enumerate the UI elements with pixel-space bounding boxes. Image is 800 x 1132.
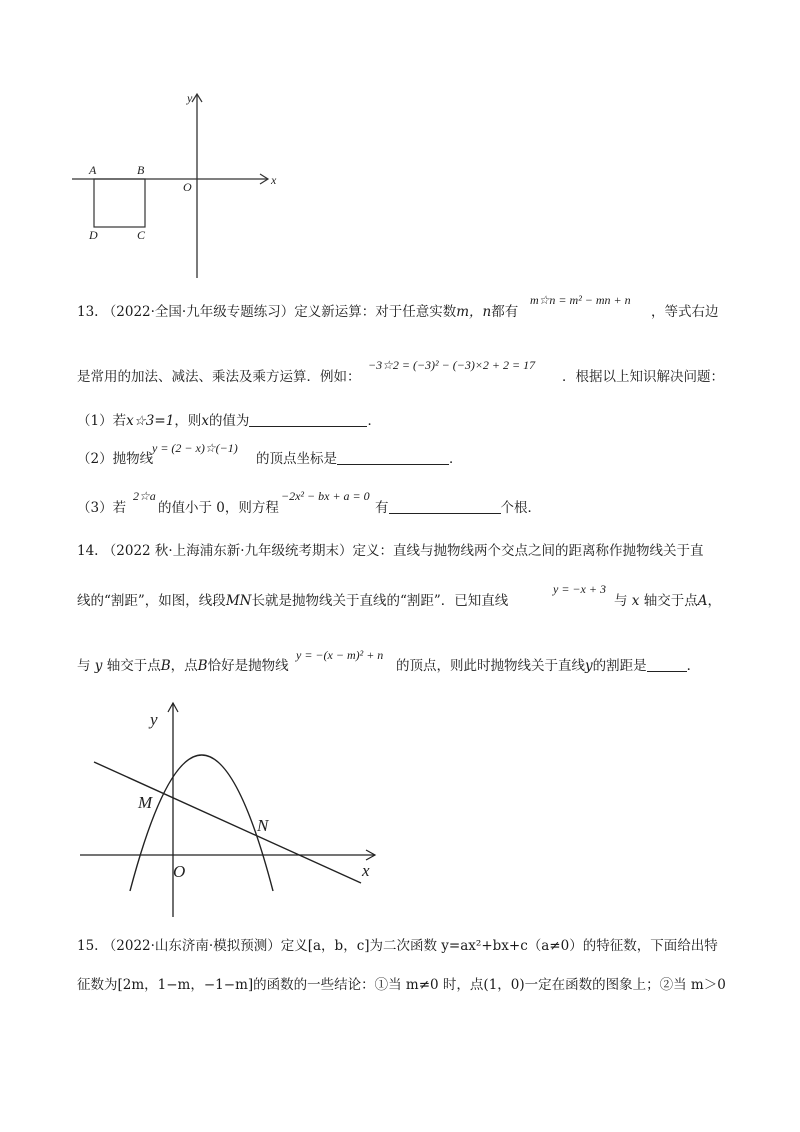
q14-line1 bbox=[77, 542, 704, 560]
q13-formula1: m☆n = m² − mn + n bbox=[530, 293, 631, 307]
q13-p2-start: （2）抛物线 bbox=[77, 451, 154, 467]
q14-answer-blank[interactable] bbox=[647, 658, 687, 672]
q14-source: （2022 秋·上海浦东新·九年级统考期末） bbox=[102, 543, 353, 559]
label-b: B bbox=[137, 163, 145, 177]
label-a: A bbox=[89, 163, 97, 177]
q15-line1 bbox=[77, 937, 718, 955]
q14-line2-start: 线的“割距”，如图，线段 bbox=[77, 593, 226, 609]
q15-source: （2022·山东济南·模拟预测） bbox=[102, 938, 281, 954]
q14-line3-mid3: 恰好是抛物线 bbox=[207, 658, 289, 674]
q14-line2-end-text: 轴交于点 bbox=[643, 593, 698, 609]
label-d: D bbox=[89, 228, 98, 242]
q13-part3-end bbox=[375, 499, 541, 517]
q13-part2 bbox=[77, 450, 153, 468]
q14-line3-start: 与 bbox=[77, 658, 91, 674]
q13-part3 bbox=[77, 499, 126, 517]
q14-line2-x: 与 bbox=[614, 593, 628, 609]
label-y: y bbox=[150, 710, 158, 729]
q13-intro-vars: m，n bbox=[456, 304, 492, 320]
parabola-curve bbox=[130, 755, 273, 891]
q14-b-var-2: B bbox=[197, 658, 208, 674]
q13-p1-start: （1）若 bbox=[77, 413, 127, 429]
q14-parabola-formula: y = −(x − m)² + n bbox=[296, 648, 384, 662]
q13-p1-tail: ． bbox=[367, 413, 381, 429]
q15-line2-text: 征数为[2m，1−m，−1−m]的函数的一些结论：①当 m≠0 时，点(1，0)一定在函数的图象上；②当 m＞0 bbox=[77, 977, 726, 993]
q14-line3-end-text: 的顶点，则此时抛物线关于直线 bbox=[396, 658, 585, 674]
label-c: C bbox=[137, 228, 146, 242]
q14-line3-end2: 的割距是 bbox=[592, 658, 647, 674]
q13-line1 bbox=[77, 303, 518, 321]
q14-a-var: A bbox=[697, 593, 708, 609]
label-x: x bbox=[271, 173, 277, 187]
q14-line-formula: y = −x + 3 bbox=[553, 582, 606, 596]
q13-p3-has: 有 bbox=[375, 500, 389, 516]
q14-line3-end bbox=[396, 657, 700, 675]
figure-parabola-line bbox=[70, 695, 390, 925]
q13-line2 bbox=[77, 368, 361, 386]
q14-line2 bbox=[77, 592, 508, 610]
label-n: N bbox=[257, 816, 269, 835]
q13-intro-end: ，等式右边 bbox=[651, 304, 719, 320]
square-abcd bbox=[94, 179, 145, 227]
figure-square-axes bbox=[60, 88, 290, 283]
q13-p1-var: x bbox=[201, 413, 209, 429]
q13-intro: 定义新运算：对于任意实数 bbox=[294, 304, 457, 320]
q13-number: 13. bbox=[77, 304, 99, 320]
q13-p2-formula: y = (2 − x)☆(−1) bbox=[152, 441, 238, 455]
q14-line1-text: 定义：直线与抛物线两个交点之间的距离称作抛物线关于直 bbox=[352, 543, 704, 559]
q14-number: 14. bbox=[77, 543, 99, 559]
q13-line2-end: ．根据以上知识解决问题： bbox=[562, 369, 724, 385]
label-o: O bbox=[183, 180, 192, 194]
q14-mn: MN bbox=[225, 593, 252, 609]
label-m: M bbox=[138, 793, 153, 812]
q13-p1-expr: x☆3=1 bbox=[126, 413, 175, 429]
q13-part2-end bbox=[256, 450, 463, 468]
q13-p2-answer-blank[interactable] bbox=[337, 451, 449, 465]
q14-line3-mid2: ，点 bbox=[170, 658, 198, 674]
q14-b-var: B bbox=[160, 658, 171, 674]
q15-line2 bbox=[77, 976, 726, 994]
q14-line3-mid: 轴交于点 bbox=[106, 658, 161, 674]
q14-line2-mid: 长就是抛物线关于直线的“割距”．已知直线 bbox=[251, 593, 509, 609]
q13-p3-formula2: −2x² − bx + a = 0 bbox=[281, 489, 370, 503]
q13-p1-mid: ，则 bbox=[174, 413, 202, 429]
q13-p3-answer-blank[interactable] bbox=[389, 500, 501, 514]
q13-p1-answer-blank[interactable] bbox=[249, 413, 367, 427]
q14-y-var-2: y bbox=[585, 658, 593, 674]
label-x: x bbox=[362, 861, 370, 880]
label-o: O bbox=[173, 862, 186, 881]
q13-source: （2022·全国·九年级专题练习） bbox=[102, 304, 295, 320]
q13-p2-end: 的顶点坐标是 bbox=[256, 451, 337, 467]
q15-number: 15. bbox=[77, 938, 99, 954]
q13-formula2: −3☆2 = (−3)² − (−3)×2 + 2 = 17 bbox=[368, 358, 536, 372]
q15-line1-text: 定义[a，b，c]为二次函数 y=ax²+bx+c（a≠0）的特征数，下面给出特 bbox=[280, 938, 718, 954]
q14-comma: ， bbox=[707, 593, 721, 609]
q14-line3 bbox=[77, 657, 289, 675]
q14-line2-end bbox=[614, 592, 721, 610]
q13-p3-start: （3）若 bbox=[77, 500, 127, 516]
q13-intro-mid: 都有 bbox=[491, 304, 519, 320]
q14-x-var: x bbox=[631, 593, 640, 609]
q13-line2-start: 是常用的加法、减法、乘法及乘方运算．例如： bbox=[77, 369, 361, 385]
line-mn bbox=[94, 762, 361, 883]
q13-part1 bbox=[77, 412, 381, 430]
q13-p3-formula: 2☆a bbox=[133, 489, 156, 503]
q13-p3-end: 个根． bbox=[500, 500, 541, 516]
q13-p1-end: 的值为 bbox=[208, 413, 250, 429]
label-y: y bbox=[187, 91, 193, 105]
q13-p3-mid: 的值小于 0，则方程 bbox=[158, 500, 279, 516]
q14-line3-tail: ． bbox=[686, 658, 701, 674]
q13-p2-tail: ． bbox=[449, 451, 463, 467]
q14-y-var: y bbox=[94, 658, 103, 674]
